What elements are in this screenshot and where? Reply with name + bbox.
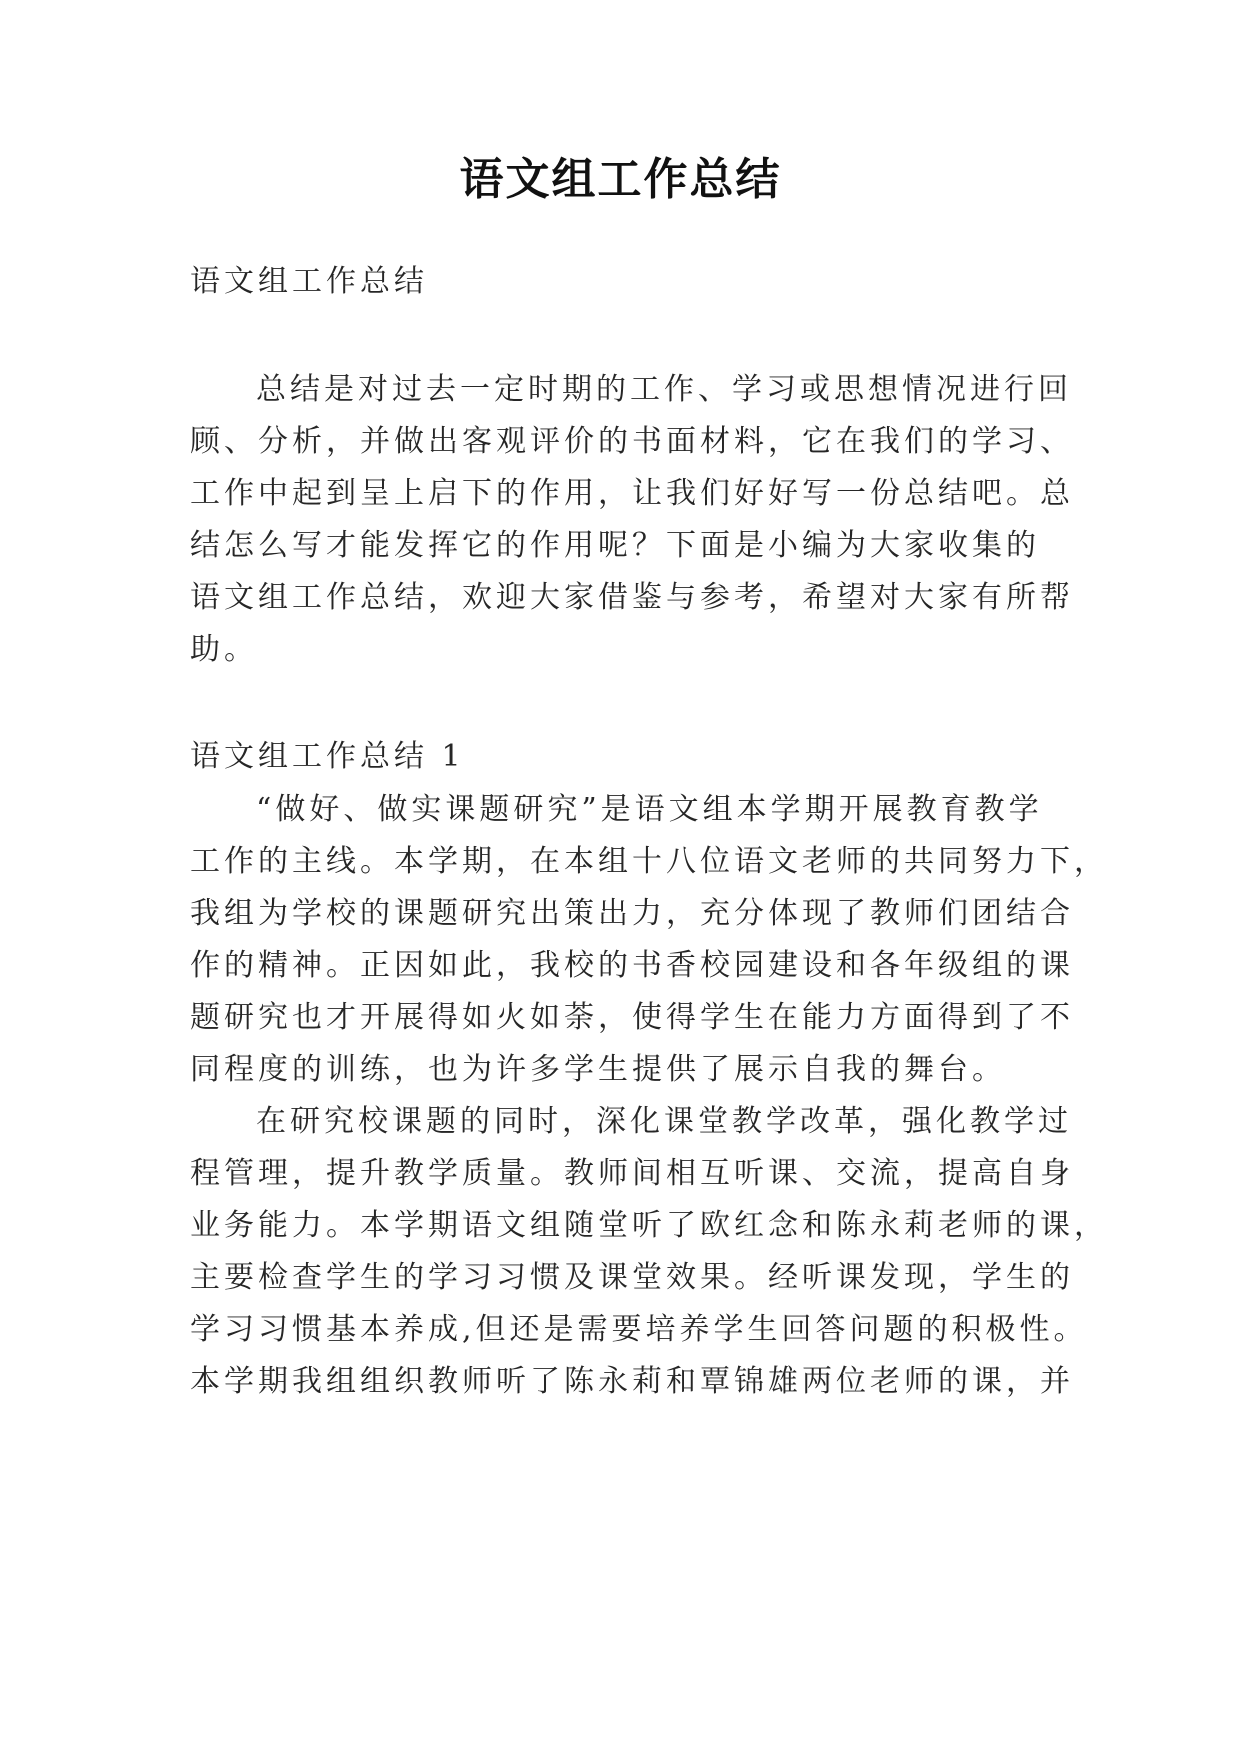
paragraph-line: 题研究也才开展得如火如荼，使得学生在能力方面得到了不 (190, 1000, 1074, 1035)
intro-line: 结怎么写才能发挥它的作用呢？下面是小编为大家收集的 (190, 528, 1040, 563)
paragraph-line: 同程度的训练，也为许多学生提供了展示自我的舞台。 (190, 1052, 1006, 1087)
paragraph-line: 作的精神。正因如此，我校的书香校园建设和各年级组的课 (190, 948, 1074, 983)
section-heading: 语文组工作总结 1 (190, 739, 465, 774)
intro-line: 总结是对过去一定时期的工作、学习或思想情况进行回 (256, 372, 1072, 407)
document-subtitle: 语文组工作总结 (190, 264, 428, 299)
paragraph-line: 程管理，提升教学质量。教师间相互听课、交流，提高自身 (190, 1156, 1074, 1191)
paragraph-line: 主要检查学生的学习习惯及课堂效果。经听课发现，学生的 (190, 1260, 1074, 1295)
paragraph-line: 工作的主线。本学期，在本组十八位语文老师的共同努力下， (190, 844, 1108, 879)
paragraph-line: 本学期我组组织教师听了陈永莉和覃锦雄两位老师的课，并 (190, 1364, 1074, 1399)
paragraph-line: 我组为学校的课题研究出策出力，充分体现了教师们团结合 (190, 896, 1074, 931)
intro-line: 顾、分析，并做出客观评价的书面材料，它在我们的学习、 (190, 424, 1074, 459)
paragraph-line: 业务能力。本学期语文组随堂听了欧红念和陈永莉老师的课， (190, 1208, 1108, 1243)
intro-line: 助。 (190, 632, 258, 667)
document-title: 语文组工作总结 (459, 154, 782, 205)
intro-line: 语文组工作总结，欢迎大家借鉴与参考，希望对大家有所帮 (190, 580, 1074, 615)
paragraph-line: 在研究校课题的同时，深化课堂教学改革，强化教学过 (256, 1104, 1072, 1139)
paragraph-line: 学习习惯基本养成,但还是需要培养学生回答问题的积极性。 (190, 1312, 1088, 1347)
intro-line: 工作中起到呈上启下的作用，让我们好好写一份总结吧。总 (190, 476, 1074, 511)
paragraph-line: “做好、做实课题研究”是语文组本学期开展教育教学 (256, 792, 1043, 827)
